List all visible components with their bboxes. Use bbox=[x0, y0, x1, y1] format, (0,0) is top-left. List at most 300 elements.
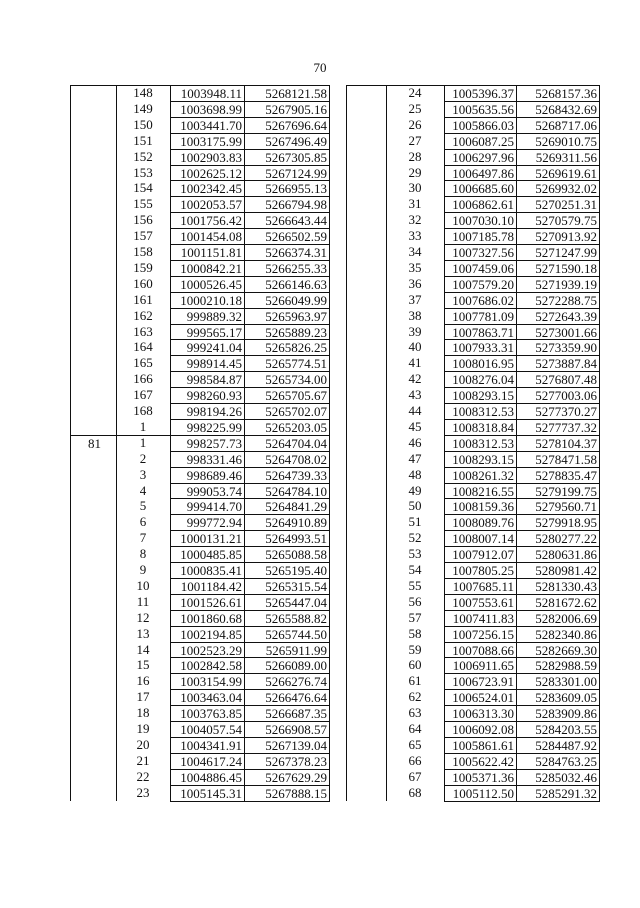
point-number-cell: 164 bbox=[133, 339, 153, 355]
point-number-cell: 37 bbox=[408, 291, 422, 307]
x-coordinate-cell: 1001756.42 bbox=[170, 212, 244, 228]
point-number-cell: 168 bbox=[133, 403, 153, 418]
table-row bbox=[346, 165, 600, 181]
group-separator bbox=[70, 435, 170, 436]
x-coordinate-cell: 1001454.08 bbox=[170, 228, 244, 244]
x-coordinate-cell: 1003698.99 bbox=[170, 101, 244, 117]
table-row bbox=[70, 196, 330, 212]
x-coordinate-cell: 1008216.55 bbox=[444, 483, 516, 499]
group-cell bbox=[346, 546, 386, 562]
group-cell bbox=[70, 339, 116, 355]
table-row bbox=[346, 514, 600, 530]
point-number-cell: 52 bbox=[408, 530, 422, 546]
table-row bbox=[346, 610, 600, 626]
x-coordinate-cell: 1000842.21 bbox=[170, 260, 244, 276]
y-coordinate-cell: 5268121.58 bbox=[244, 85, 330, 101]
y-coordinate-cell: 5279199.75 bbox=[516, 483, 600, 499]
y-coordinate-cell: 5284487.92 bbox=[516, 737, 600, 753]
y-coordinate-cell: 5284763.25 bbox=[516, 753, 600, 769]
x-coordinate-cell: 1002523.29 bbox=[170, 642, 244, 658]
x-coordinate-cell: 999565.17 bbox=[170, 324, 244, 340]
x-coordinate-cell: 1008159.36 bbox=[444, 498, 516, 514]
table-row bbox=[346, 769, 600, 785]
group-cell bbox=[346, 657, 386, 673]
x-coordinate-cell: 998914.45 bbox=[170, 355, 244, 371]
table-row bbox=[346, 785, 600, 801]
point-number-cell: 21 bbox=[136, 752, 150, 768]
y-coordinate-cell: 5273001.66 bbox=[516, 324, 600, 340]
y-coordinate-cell: 5283609.05 bbox=[516, 689, 600, 705]
group-cell bbox=[70, 180, 116, 196]
x-coordinate-cell: 998257.73 bbox=[170, 435, 244, 451]
x-coordinate-cell: 1006313.30 bbox=[444, 705, 516, 721]
x-coordinate-cell: 1003463.04 bbox=[170, 689, 244, 705]
group-cell bbox=[346, 101, 386, 117]
table-row bbox=[70, 610, 330, 626]
x-coordinate-cell: 1006524.01 bbox=[444, 689, 516, 705]
y-coordinate-cell: 5285291.32 bbox=[516, 785, 600, 801]
x-coordinate-cell: 1005145.31 bbox=[170, 785, 244, 801]
group-cell bbox=[70, 578, 116, 594]
table-row bbox=[346, 578, 600, 594]
group-cell bbox=[346, 419, 386, 435]
x-coordinate-cell: 1006297.96 bbox=[444, 149, 516, 165]
y-coordinate-cell: 5265705.67 bbox=[244, 387, 330, 403]
table-row bbox=[70, 339, 330, 355]
group-cell bbox=[70, 212, 116, 228]
table-row bbox=[70, 530, 330, 546]
table-row bbox=[346, 101, 600, 117]
point-number-cell: 10 bbox=[136, 577, 150, 593]
table-row bbox=[346, 292, 600, 308]
point-number-cell: 158 bbox=[133, 244, 153, 259]
table-row bbox=[70, 451, 330, 467]
y-coordinate-cell: 5264841.29 bbox=[244, 498, 330, 514]
y-coordinate-cell: 5278104.37 bbox=[516, 435, 600, 451]
group-cell bbox=[346, 562, 386, 578]
table-row bbox=[346, 673, 600, 689]
table-bottom-border bbox=[444, 801, 600, 802]
point-number-cell: 22 bbox=[136, 768, 150, 784]
y-coordinate-cell: 5283301.00 bbox=[516, 673, 600, 689]
x-coordinate-cell: 999772.94 bbox=[170, 514, 244, 530]
x-coordinate-cell: 1005371.36 bbox=[444, 769, 516, 785]
x-coordinate-cell: 1007579.20 bbox=[444, 276, 516, 292]
x-coordinate-cell: 1001184.42 bbox=[170, 578, 244, 594]
x-coordinate-cell: 1006723.91 bbox=[444, 673, 516, 689]
point-number-cell: 152 bbox=[133, 148, 153, 164]
x-coordinate-cell: 1007030.10 bbox=[444, 212, 516, 228]
point-number-cell: 18 bbox=[136, 705, 150, 721]
point-number-cell: 51 bbox=[408, 514, 422, 530]
group-cell bbox=[70, 514, 116, 530]
table-row bbox=[346, 371, 600, 387]
table-row bbox=[346, 276, 600, 292]
y-coordinate-cell: 5266955.13 bbox=[244, 180, 330, 196]
y-coordinate-cell: 5280277.22 bbox=[516, 530, 600, 546]
point-number-cell: 35 bbox=[408, 259, 422, 275]
group-cell bbox=[70, 244, 116, 260]
point-number-cell: 153 bbox=[133, 164, 153, 180]
y-coordinate-cell: 5266794.98 bbox=[244, 196, 330, 212]
point-number-cell: 150 bbox=[133, 116, 153, 132]
group-cell bbox=[70, 101, 116, 117]
table-row bbox=[70, 85, 330, 101]
group-cell bbox=[346, 689, 386, 705]
x-coordinate-cell: 1007327.56 bbox=[444, 244, 516, 260]
point-number-cell: 61 bbox=[408, 673, 422, 689]
table-row bbox=[70, 101, 330, 117]
table-row bbox=[346, 149, 600, 165]
table-row bbox=[346, 228, 600, 244]
point-number-cell: 59 bbox=[408, 641, 422, 657]
x-coordinate-cell: 998331.46 bbox=[170, 451, 244, 467]
y-coordinate-cell: 5265889.23 bbox=[244, 324, 330, 340]
group-cell bbox=[346, 451, 386, 467]
y-coordinate-cell: 5265447.04 bbox=[244, 594, 330, 610]
y-coordinate-cell: 5281672.62 bbox=[516, 594, 600, 610]
table-row bbox=[346, 546, 600, 562]
point-number-cell: 13 bbox=[136, 625, 150, 641]
point-number-cell: 7 bbox=[139, 530, 147, 546]
point-number-cell: 16 bbox=[136, 673, 150, 689]
y-coordinate-cell: 5264993.51 bbox=[244, 530, 330, 546]
table-row bbox=[70, 769, 330, 785]
point-number-cell: 49 bbox=[408, 482, 422, 498]
group-cell bbox=[70, 324, 116, 340]
group-cell bbox=[70, 483, 116, 499]
table-row bbox=[346, 387, 600, 403]
x-coordinate-cell: 1007686.02 bbox=[444, 292, 516, 308]
point-number-cell: 30 bbox=[408, 180, 422, 196]
point-number-cell: 11 bbox=[136, 593, 150, 609]
table-row bbox=[70, 467, 330, 483]
point-number-cell: 68 bbox=[408, 784, 422, 800]
y-coordinate-cell: 5269932.02 bbox=[516, 180, 600, 196]
group-cell bbox=[70, 85, 116, 101]
x-coordinate-cell: 998584.87 bbox=[170, 371, 244, 387]
y-coordinate-cell: 5277737.32 bbox=[516, 419, 600, 435]
y-coordinate-cell: 5265826.25 bbox=[244, 339, 330, 355]
table-row bbox=[346, 451, 600, 467]
group-cell bbox=[70, 642, 116, 658]
group-cell bbox=[70, 721, 116, 737]
table-row bbox=[70, 260, 330, 276]
table-row bbox=[70, 657, 330, 673]
group-cell bbox=[346, 355, 386, 371]
table-row bbox=[70, 721, 330, 737]
y-coordinate-cell: 5266374.31 bbox=[244, 244, 330, 260]
x-coordinate-cell: 1000131.21 bbox=[170, 530, 244, 546]
point-number-cell: 42 bbox=[408, 371, 422, 387]
table-row bbox=[346, 753, 600, 769]
y-coordinate-cell: 5282988.59 bbox=[516, 657, 600, 673]
table-row bbox=[346, 403, 600, 419]
point-number-cell: 48 bbox=[408, 466, 422, 482]
table-bottom-border bbox=[170, 801, 330, 802]
group-cell bbox=[70, 562, 116, 578]
group-cell bbox=[346, 228, 386, 244]
x-coordinate-cell: 1004341.91 bbox=[170, 737, 244, 753]
point-number-cell: 28 bbox=[408, 148, 422, 164]
group-cell bbox=[346, 371, 386, 387]
x-coordinate-cell: 1008312.53 bbox=[444, 435, 516, 451]
x-coordinate-cell: 1005112.50 bbox=[444, 785, 516, 801]
point-number-cell: 1 bbox=[139, 418, 147, 434]
table-row bbox=[346, 594, 600, 610]
group-cell bbox=[346, 244, 386, 260]
y-coordinate-cell: 5264708.02 bbox=[244, 451, 330, 467]
point-number-cell: 46 bbox=[408, 434, 422, 450]
x-coordinate-cell: 1007459.06 bbox=[444, 260, 516, 276]
point-number-cell: 33 bbox=[408, 228, 422, 244]
table-row bbox=[346, 626, 600, 642]
point-number-cell: 8 bbox=[139, 546, 147, 562]
group-cell bbox=[346, 769, 386, 785]
point-number-cell: 36 bbox=[408, 275, 422, 291]
x-coordinate-cell: 1002842.58 bbox=[170, 657, 244, 673]
point-number-cell: 1 bbox=[139, 434, 147, 450]
group-cell bbox=[346, 498, 386, 514]
point-number-cell: 58 bbox=[408, 625, 422, 641]
y-coordinate-cell: 5265195.40 bbox=[244, 562, 330, 578]
y-coordinate-cell: 5278835.47 bbox=[516, 467, 600, 483]
x-coordinate-cell: 1007411.83 bbox=[444, 610, 516, 626]
point-number-cell: 38 bbox=[408, 307, 422, 323]
group-cell bbox=[70, 260, 116, 276]
x-coordinate-cell: 1005622.42 bbox=[444, 753, 516, 769]
point-number-cell: 161 bbox=[133, 291, 153, 307]
y-coordinate-cell: 5273887.84 bbox=[516, 355, 600, 371]
x-coordinate-cell: 1002194.85 bbox=[170, 626, 244, 642]
point-number-cell: 44 bbox=[408, 403, 422, 418]
table-row bbox=[346, 642, 600, 658]
y-coordinate-cell: 5279560.71 bbox=[516, 498, 600, 514]
y-coordinate-cell: 5271939.19 bbox=[516, 276, 600, 292]
x-coordinate-cell: 1007805.25 bbox=[444, 562, 516, 578]
table-row bbox=[346, 483, 600, 499]
group-label: 81 bbox=[88, 435, 101, 451]
point-number-cell: 151 bbox=[133, 132, 153, 148]
table-row bbox=[346, 721, 600, 737]
x-coordinate-cell: 1008318.84 bbox=[444, 419, 516, 435]
point-number-cell: 54 bbox=[408, 562, 422, 577]
x-coordinate-cell: 1007088.66 bbox=[444, 642, 516, 658]
group-cell bbox=[70, 276, 116, 292]
point-number-cell: 155 bbox=[133, 196, 153, 212]
group-cell bbox=[346, 133, 386, 149]
group-cell bbox=[346, 673, 386, 689]
group-cell bbox=[70, 419, 116, 435]
y-coordinate-cell: 5265588.82 bbox=[244, 610, 330, 626]
x-coordinate-cell: 1008261.32 bbox=[444, 467, 516, 483]
group-cell bbox=[346, 117, 386, 133]
x-coordinate-cell: 1005635.56 bbox=[444, 101, 516, 117]
point-number-cell: 50 bbox=[408, 498, 422, 514]
point-number-cell: 14 bbox=[136, 641, 150, 657]
group-cell bbox=[346, 753, 386, 769]
table-row bbox=[70, 705, 330, 721]
table-row bbox=[346, 308, 600, 324]
x-coordinate-cell: 1008276.04 bbox=[444, 371, 516, 387]
point-number-cell: 166 bbox=[133, 371, 153, 387]
y-coordinate-cell: 5285032.46 bbox=[516, 769, 600, 785]
x-coordinate-cell: 1002903.83 bbox=[170, 149, 244, 165]
y-coordinate-cell: 5265088.58 bbox=[244, 546, 330, 562]
table-row bbox=[346, 562, 600, 578]
group-cell bbox=[70, 308, 116, 324]
y-coordinate-cell: 5266276.74 bbox=[244, 673, 330, 689]
table-row bbox=[346, 85, 600, 101]
y-coordinate-cell: 5272288.75 bbox=[516, 292, 600, 308]
point-number-cell: 4 bbox=[139, 482, 147, 498]
x-coordinate-cell: 1008016.95 bbox=[444, 355, 516, 371]
y-coordinate-cell: 5266476.64 bbox=[244, 689, 330, 705]
group-cell bbox=[70, 403, 116, 419]
x-coordinate-cell: 1001860.68 bbox=[170, 610, 244, 626]
table-row bbox=[70, 673, 330, 689]
x-coordinate-cell: 1008312.53 bbox=[444, 403, 516, 419]
group-cell bbox=[346, 387, 386, 403]
point-number-cell: 26 bbox=[408, 116, 422, 132]
x-coordinate-cell: 1001526.61 bbox=[170, 594, 244, 610]
y-coordinate-cell: 5265203.05 bbox=[244, 419, 330, 435]
point-number-cell: 159 bbox=[133, 259, 153, 275]
point-number-cell: 32 bbox=[408, 212, 422, 228]
table-row bbox=[346, 467, 600, 483]
group-cell bbox=[346, 165, 386, 181]
y-coordinate-cell: 5264704.04 bbox=[244, 435, 330, 451]
point-number-cell: 167 bbox=[133, 387, 153, 403]
table-row bbox=[346, 355, 600, 371]
group-cell bbox=[70, 705, 116, 721]
table-row bbox=[346, 498, 600, 514]
point-number-cell: 165 bbox=[133, 355, 153, 371]
group-cell bbox=[346, 467, 386, 483]
x-coordinate-cell: 1003948.11 bbox=[170, 85, 244, 101]
x-coordinate-cell: 1000210.18 bbox=[170, 292, 244, 308]
table-row bbox=[70, 324, 330, 340]
group-cell bbox=[346, 292, 386, 308]
point-number-cell: 39 bbox=[408, 323, 422, 339]
point-number-cell: 57 bbox=[408, 609, 422, 625]
coordinates-table-right bbox=[346, 85, 600, 801]
point-number-cell: 5 bbox=[139, 498, 147, 514]
x-coordinate-cell: 1000485.85 bbox=[170, 546, 244, 562]
y-coordinate-cell: 5272643.39 bbox=[516, 308, 600, 324]
group-cell bbox=[346, 85, 386, 101]
group-cell bbox=[346, 578, 386, 594]
y-coordinate-cell: 5265734.00 bbox=[244, 371, 330, 387]
y-coordinate-cell: 5277370.27 bbox=[516, 403, 600, 419]
y-coordinate-cell: 5267629.29 bbox=[244, 769, 330, 785]
x-coordinate-cell: 1005396.37 bbox=[444, 85, 516, 101]
point-number-cell: 43 bbox=[408, 387, 422, 403]
y-coordinate-cell: 5267378.23 bbox=[244, 753, 330, 769]
x-coordinate-cell: 1002342.45 bbox=[170, 180, 244, 196]
table-row bbox=[70, 180, 330, 196]
y-coordinate-cell: 5270913.92 bbox=[516, 228, 600, 244]
table-row bbox=[70, 578, 330, 594]
point-number-cell: 25 bbox=[408, 100, 422, 116]
table-row bbox=[346, 180, 600, 196]
table-row bbox=[70, 355, 330, 371]
y-coordinate-cell: 5266908.57 bbox=[244, 721, 330, 737]
y-coordinate-cell: 5270251.31 bbox=[516, 196, 600, 212]
point-number-cell: 63 bbox=[408, 705, 422, 721]
group-cell bbox=[346, 705, 386, 721]
table-row bbox=[346, 324, 600, 340]
point-number-cell: 40 bbox=[408, 339, 422, 355]
y-coordinate-cell: 5281330.43 bbox=[516, 578, 600, 594]
point-number-cell: 3 bbox=[139, 466, 147, 482]
x-coordinate-cell: 1006685.60 bbox=[444, 180, 516, 196]
table-row bbox=[70, 117, 330, 133]
y-coordinate-cell: 5280981.42 bbox=[516, 562, 600, 578]
y-coordinate-cell: 5267696.64 bbox=[244, 117, 330, 133]
x-coordinate-cell: 1003441.70 bbox=[170, 117, 244, 133]
group-cell bbox=[346, 149, 386, 165]
table-row bbox=[346, 244, 600, 260]
table-row bbox=[346, 133, 600, 149]
y-coordinate-cell: 5266255.33 bbox=[244, 260, 330, 276]
point-number-cell: 156 bbox=[133, 212, 153, 228]
table-row bbox=[70, 689, 330, 705]
table-row bbox=[70, 244, 330, 260]
point-number-cell: 66 bbox=[408, 752, 422, 768]
point-number-cell: 163 bbox=[133, 323, 153, 339]
group-cell bbox=[70, 355, 116, 371]
y-coordinate-cell: 5265315.54 bbox=[244, 578, 330, 594]
table-row bbox=[70, 753, 330, 769]
table-row bbox=[70, 642, 330, 658]
x-coordinate-cell: 1006497.86 bbox=[444, 165, 516, 181]
y-coordinate-cell: 5265911.99 bbox=[244, 642, 330, 658]
y-coordinate-cell: 5280631.86 bbox=[516, 546, 600, 562]
x-coordinate-cell: 999053.74 bbox=[170, 483, 244, 499]
x-coordinate-cell: 1008293.15 bbox=[444, 451, 516, 467]
table-row bbox=[70, 737, 330, 753]
table-row bbox=[70, 387, 330, 403]
group-cell bbox=[346, 339, 386, 355]
table-row bbox=[346, 737, 600, 753]
x-coordinate-cell: 1008293.15 bbox=[444, 387, 516, 403]
x-coordinate-cell: 998225.99 bbox=[170, 419, 244, 435]
point-number-cell: 60 bbox=[408, 657, 422, 673]
table-row bbox=[70, 133, 330, 149]
group-cell bbox=[70, 196, 116, 212]
group-cell bbox=[346, 276, 386, 292]
group-cell bbox=[346, 785, 386, 801]
group-cell bbox=[70, 737, 116, 753]
table-row bbox=[70, 371, 330, 387]
point-number-cell: 15 bbox=[136, 657, 150, 673]
table-row bbox=[70, 483, 330, 499]
y-coordinate-cell: 5282340.86 bbox=[516, 626, 600, 642]
point-number-cell: 55 bbox=[408, 577, 422, 593]
group-cell bbox=[70, 133, 116, 149]
y-coordinate-cell: 5268157.36 bbox=[516, 85, 600, 101]
table-row bbox=[346, 212, 600, 228]
x-coordinate-cell: 1008089.76 bbox=[444, 514, 516, 530]
table-row bbox=[70, 785, 330, 801]
point-number-cell: 12 bbox=[136, 609, 150, 625]
x-coordinate-cell: 1001151.81 bbox=[170, 244, 244, 260]
table-row bbox=[346, 117, 600, 133]
y-coordinate-cell: 5266049.99 bbox=[244, 292, 330, 308]
x-coordinate-cell: 1008007.14 bbox=[444, 530, 516, 546]
x-coordinate-cell: 1007781.09 bbox=[444, 308, 516, 324]
